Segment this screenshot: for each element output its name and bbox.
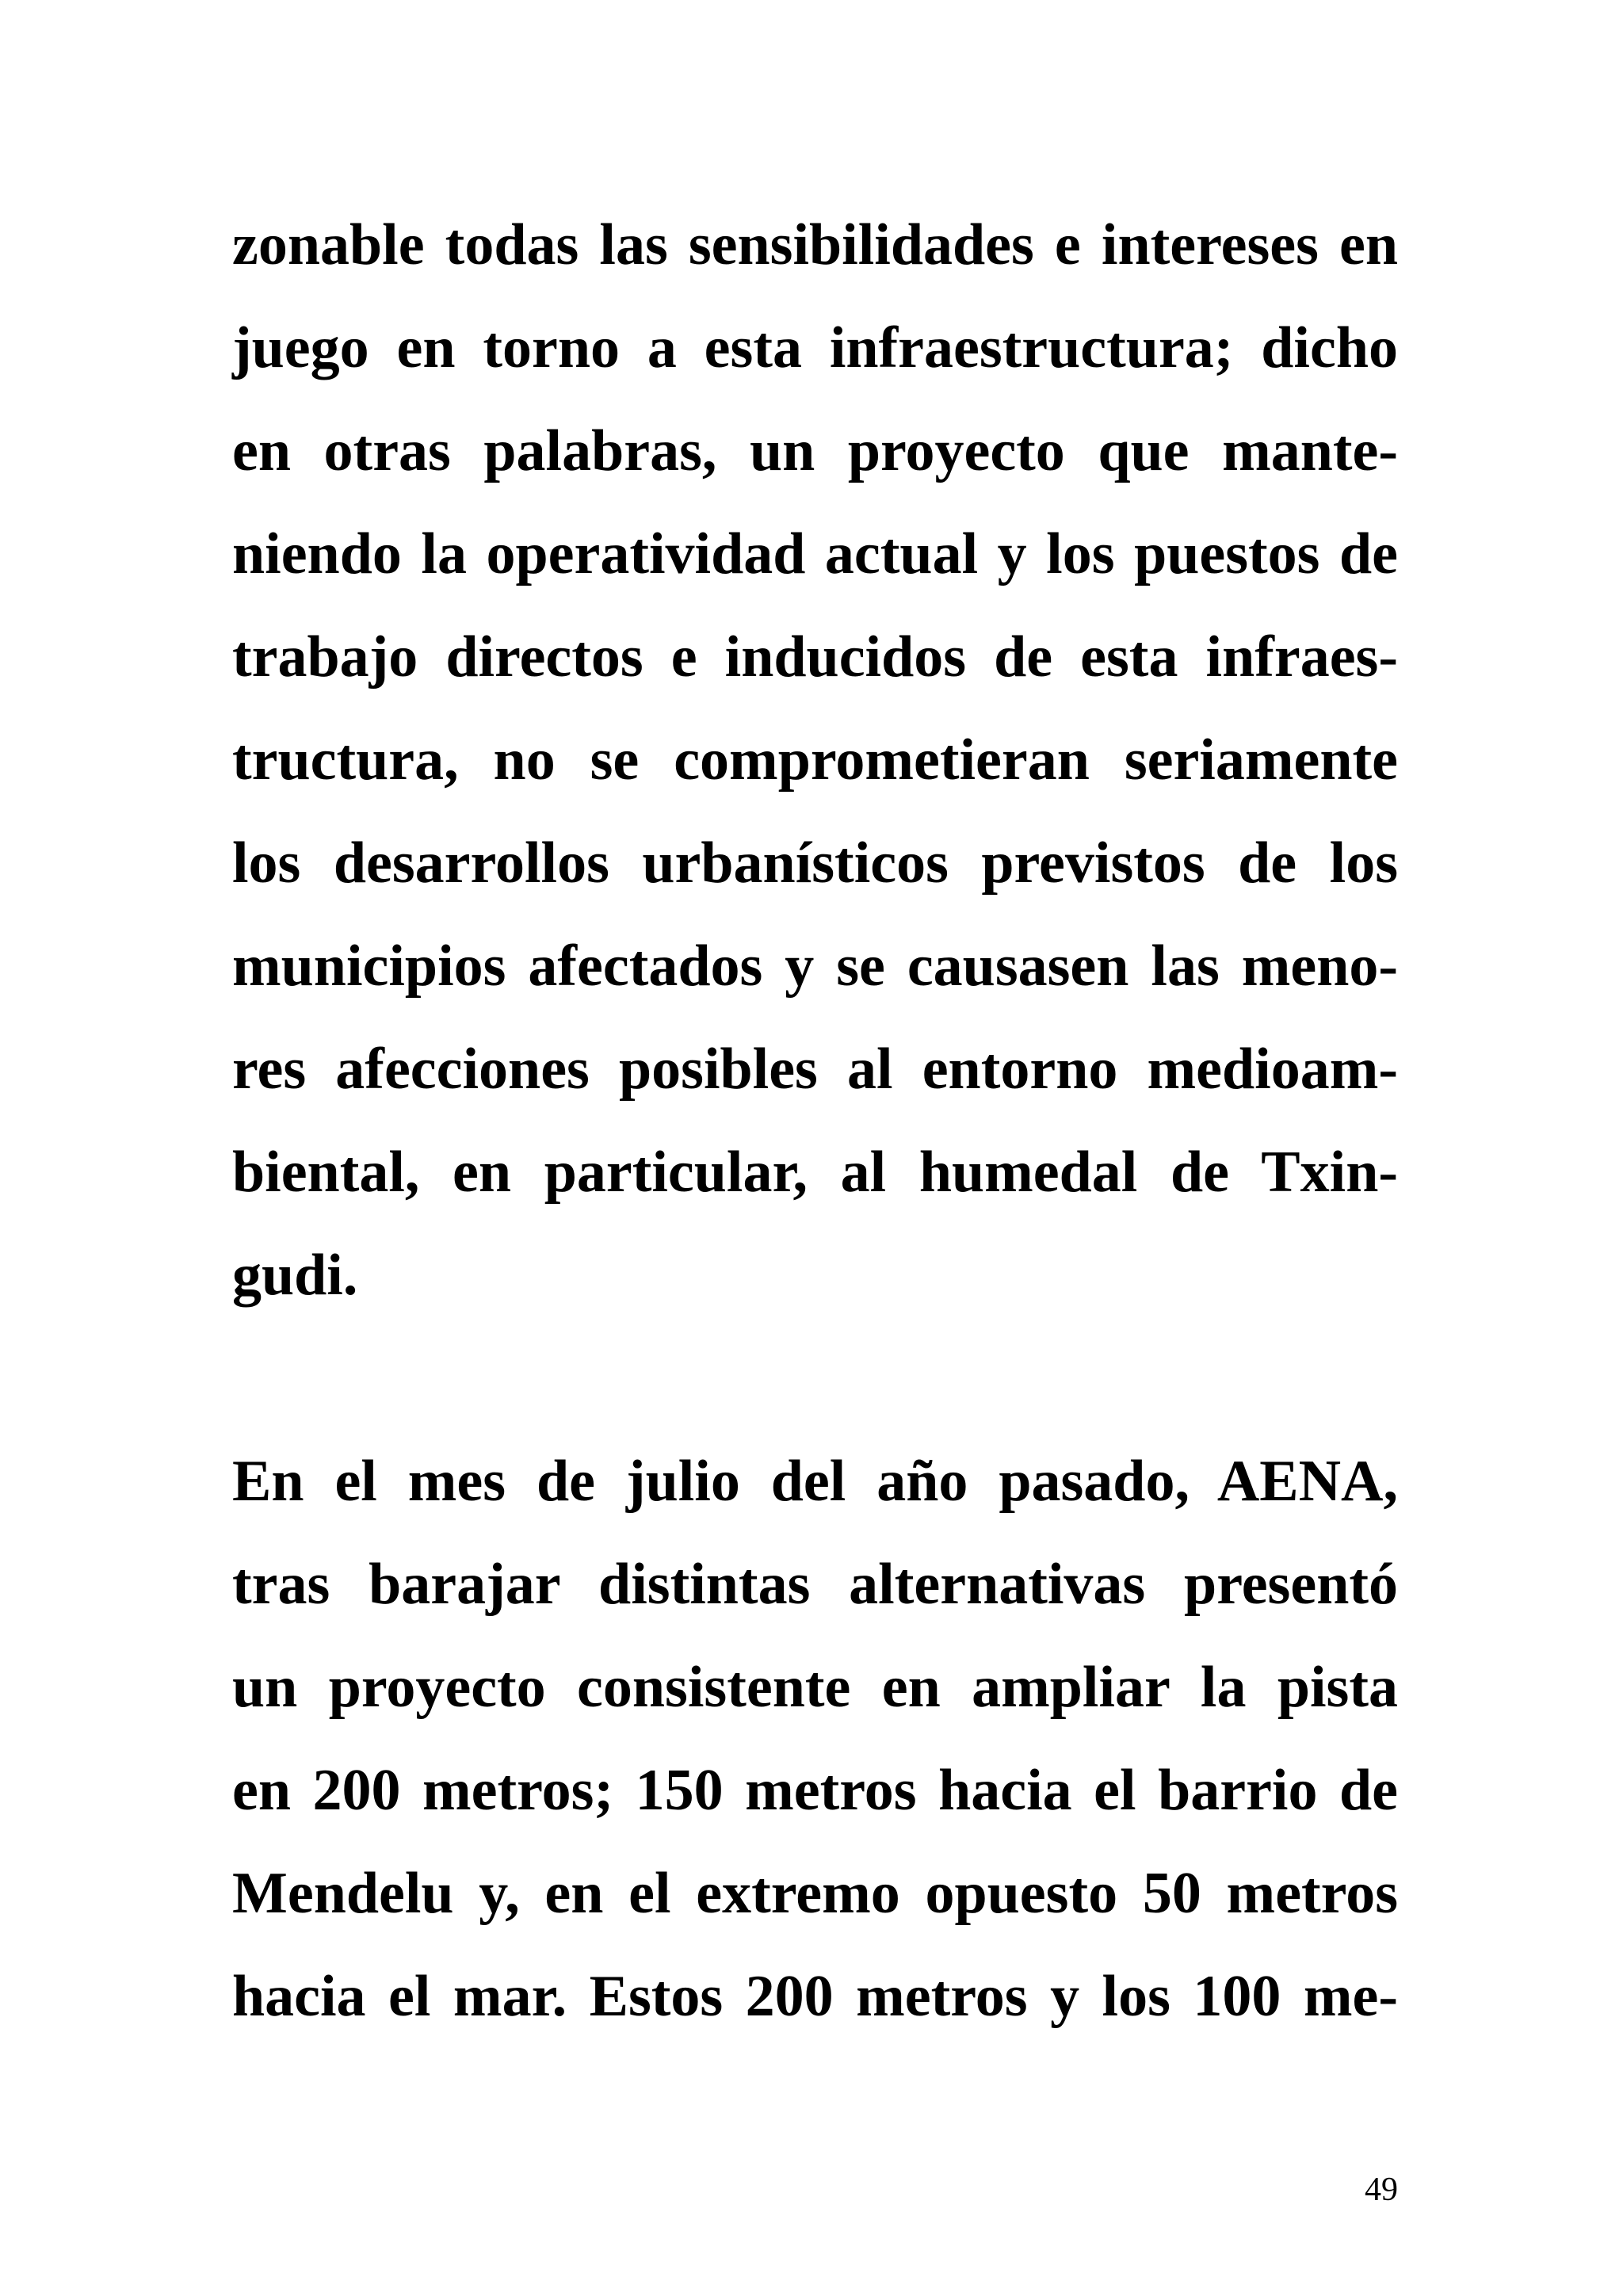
text-line: trabajo directos e inducidos de esta infraes- <box>232 625 1398 690</box>
text-line: tras barajar distintas alternativas presentó <box>232 1552 1398 1617</box>
text-line: niendo la operatividad actual y los puestos de <box>232 521 1398 586</box>
text-line: en otras palabras, un proyecto que mante- <box>232 418 1398 483</box>
paragraph-2 <box>232 1430 1398 2048</box>
text-line: biental, en particular, al humedal de Txin- <box>232 1140 1398 1205</box>
text-line: En el mes de julio del año pasado, AENA, <box>232 1449 1398 1514</box>
text-line: Mendelu y, en el extremo opuesto 50 metros <box>232 1861 1398 1926</box>
page-number: 49 <box>1365 2172 1398 2208</box>
text-line: tructura, no se comprometieran seriamente <box>232 728 1398 793</box>
text-line: municipios afectados y se causasen las meno- <box>232 934 1398 999</box>
text-line: gudi. <box>232 1243 358 1308</box>
paragraph-1 <box>232 193 1398 1327</box>
text-line: en 200 metros; 150 metros hacia el barrio de <box>232 1758 1398 1823</box>
text-line: hacia el mar. Estos 200 metros y los 100 me- <box>232 1964 1398 2029</box>
text-line: los desarrollos urbanísticos previstos de los <box>232 831 1398 896</box>
text-line: res afecciones posibles al entorno medioam- <box>232 1037 1398 1102</box>
text-line: zonable todas las sensibilidades e intereses en <box>232 212 1398 277</box>
text-line: juego en torno a esta infraestructura; dicho <box>232 315 1398 380</box>
text-line: un proyecto consistente en ampliar la pista <box>232 1655 1398 1720</box>
